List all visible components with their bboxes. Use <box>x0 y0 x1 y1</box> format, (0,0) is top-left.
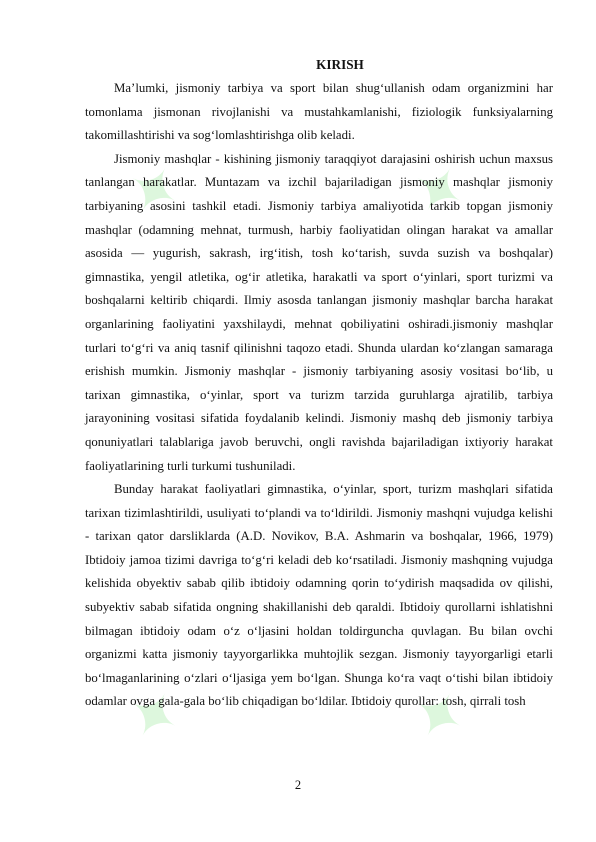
watermark-logo: ✦ <box>110 674 200 756</box>
page-number: 2 <box>294 778 302 792</box>
paragraph: Bunday harakat faoliyatlari gimnastika, o‘yinlar, sport, turizm mashqlari sifatida tarixan tizimlashtirildi, usuliyati to‘plandi va to‘ldirildi. Jismoniy mashqni vujudga kelishi - tarixan qator darsliklarda (A.D. Novikov, B.A. Ashmarin va boshqalar, 1966, 1979) Ibtidoiy jamoa tizimi davriga to‘g‘ri keladi deb ko‘rsatiladi. Jismoniy mashqning vujudga kelishida obyektiv sabab qilib ibtidoiy odamning qorin to‘ydirish maqsadida ov qilishi, subyektiv sabab sifatida ongning shakillanishi deb qaraldi. Ibtidoiy qurollarni ishlatishni bilmagan ibtidoiy odam o‘z o‘ljasini holdan toldirguncha quvlagan. Bu bilan ovchi organizmi katta jismoniy tayyorgarlikka muhtojlik sezgan. Jismoniy tayyorgarligi etarli bo‘lmaganlarining o‘zlari o‘ljasiga yem bo‘lgan. Shunga ko‘ra vaqt o‘tishi bilan ibtidoiy odamlar ovga gala-gala bo‘lib chiqadigan bo‘ldilar. Ibtidoiy qurollar: tosh, qirrali tosh <box>85 482 553 709</box>
document-body <box>85 56 553 714</box>
paragraph: Jismoniy mashqlar - kishining jismoniy taraqqiyot darajasini oshirish uchun maxsus tanlangan harakatlar. Muntazam va izchil bajariladigan jismoniy mashqlar jismoniy tarbiyaning asosini tashkil etadi. Jismoniy tarbiya amaliyotida tarkib topgan jismoniy mashqlar (odamning mehnat, turmush, harbiy faoliyatidan olingan harakat va amallar asosida — yugurish, sakrash, irg‘itish, tosh ko‘tarish, suvda suzish va boshqalar) gimnastika, yengil atletika, og‘ir atletika, harakatli va sport o‘yinlari, sport turizmi va boshqalarni keltirib chiqardi. Ilmiy asosda tanlangan jismoniy mashqlar barcha harakat organlarining faoliyatini yaxshilaydi, mehnat qobiliyatini oshiradi.jismoniy mashqlar turlari to‘g‘ri va aniq tasnif qilinishni taqozo etadi. Shunda ulardan ko‘zlangan samaraga erishish mumkin. Jismoniy mashqlar - jismoniy tarbiyaning asosiy vositasi bo‘lib, u tarixan gimnastika, o‘yinlar, sport va turizm tarzida guruhlarga ajratilib, tarbiya jarayonining vositasi sifatida foydalanib kelindi. Jismoniy mashq deb jismoniy tarbiya qonuniyatlari talablariga javob beruvchi, ongli ravishda bajariladigan ixtiyoriy harakat faoliyatlarining turli turkumi tushuniladi. <box>85 151 553 473</box>
watermark-logo: ✦ <box>110 149 200 231</box>
watermark-logo: ✦ <box>395 149 485 231</box>
section-title: KIRISH <box>316 57 364 72</box>
watermark-logo: ✦ <box>395 674 485 756</box>
paragraph: Ma’lumki, jismoniy tarbiya va sport bilan shug‘ullanish odam organizmini har tomonlama jismonan rivojlanishi va mustahkamlanishi, fiziologik funksiyalarning takomillashtirishi va sog‘lomlashtirishga olib keladi. <box>85 81 553 143</box>
